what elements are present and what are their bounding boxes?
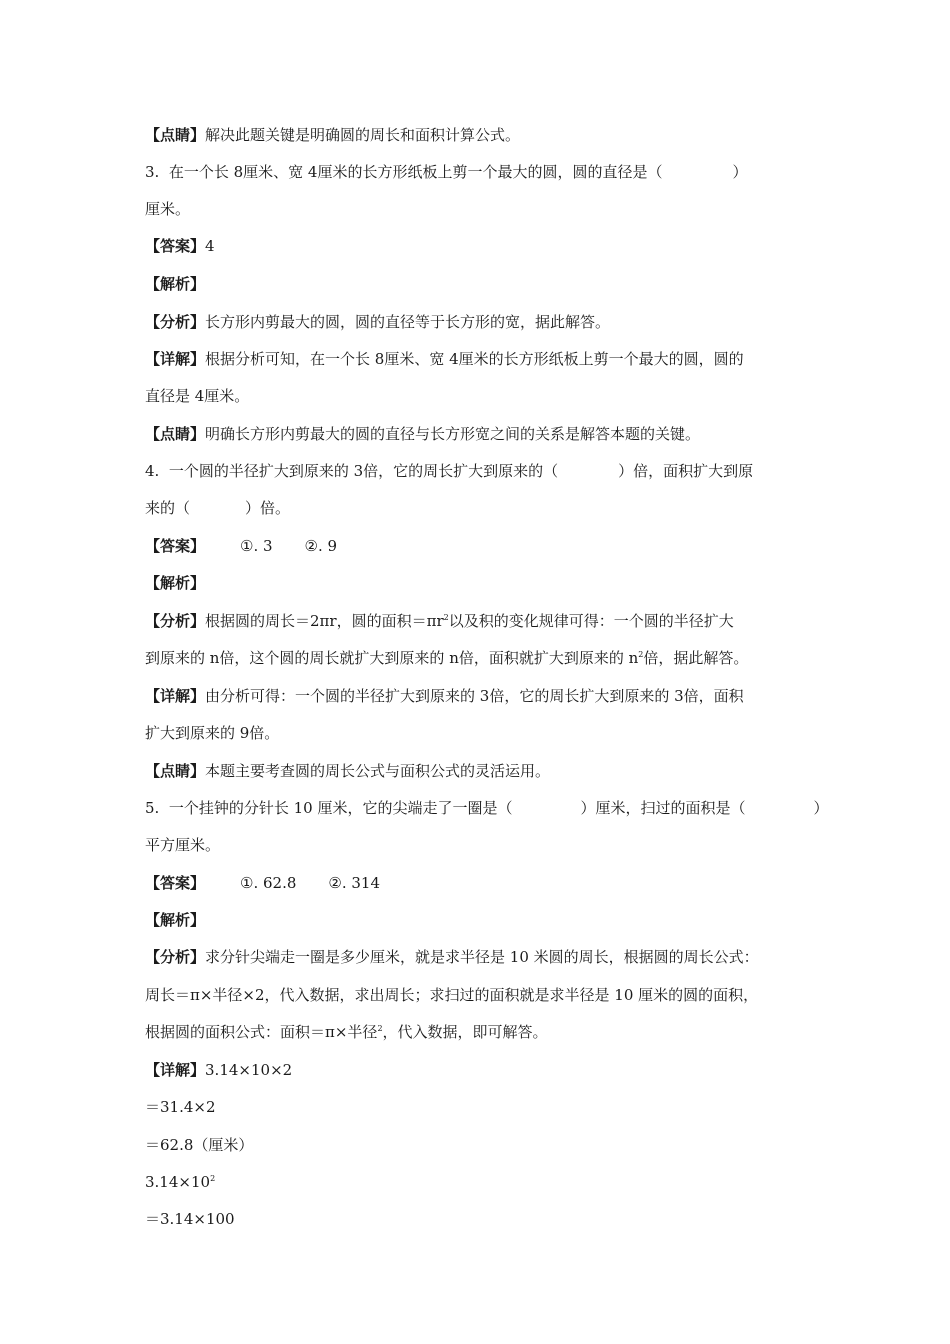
remark-tag: 【点睛】 <box>145 126 206 144</box>
detail-tag: 【详解】 <box>145 687 206 705</box>
question-3-text-cont: 厘米。 <box>145 200 191 218</box>
remark-text: 本题主要考查圆的周长公式与面积公式的灵活运用。 <box>205 762 551 780</box>
detail-text-cont: 扩大到原来的 9倍。 <box>145 724 280 742</box>
remark-line <box>145 125 520 145</box>
remark-line <box>145 761 550 781</box>
question-4-line-1 <box>145 461 753 481</box>
detail-line-2 <box>145 386 249 406</box>
analysis-line-3 <box>145 1022 548 1042</box>
question-3-text: 3. 在一个长 8厘米、宽 4厘米的长方形纸板上剪一个最大的圆，圆的直径是（ <box>145 163 663 181</box>
analysis-text-end: ，代入数据，即可解答。 <box>382 1023 548 1041</box>
analysis-line-2 <box>145 648 748 668</box>
question-4-text-b: ）倍，面积扩大到原 <box>618 462 754 480</box>
analysis-text: 长方形内剪最大的圆，圆的直径等于长方形的宽，据此解答。 <box>205 313 611 331</box>
question-4-text-end: ）倍。 <box>245 499 291 517</box>
analysis-text-cont: 根据圆的面积公式：面积＝π×半径 <box>145 1023 378 1041</box>
answer-line <box>145 536 337 556</box>
answer-tag: 【答案】 <box>145 874 206 892</box>
question-3-line-1 <box>145 162 748 182</box>
analysis-text: 求分针尖端走一圈是多少厘米，就是求半径是 10 米圆的周长，根据圆的周长公式： <box>205 948 759 966</box>
detail-text-cont: 直径是 4厘米。 <box>145 387 250 405</box>
detail-line-2 <box>145 723 279 743</box>
analysis-sub-tag: 【分析】 <box>145 612 206 630</box>
question-5-text-cont: 平方厘米。 <box>145 836 221 854</box>
remark-tag: 【点睛】 <box>145 762 206 780</box>
analysis-line <box>145 312 610 332</box>
calculation-line <box>145 1135 253 1155</box>
answer-value: 4 <box>205 237 215 255</box>
bracket-close: ） <box>813 799 829 817</box>
superscript: 2 <box>638 650 644 659</box>
answer-value-2: ②. 314 <box>328 874 381 892</box>
remark-text: 明确长方形内剪最大的圆的直径与长方形宽之间的关系是解答本题的关键。 <box>205 425 701 443</box>
calculation-line <box>145 1172 215 1192</box>
question-5-text: 5. 一个挂钟的分针长 10 厘米，它的尖端走了一圈是（ <box>145 799 513 817</box>
analysis-heading <box>145 573 205 593</box>
superscript: 2 <box>377 1024 383 1033</box>
answer-line <box>145 873 380 893</box>
question-5-line-2 <box>145 835 220 855</box>
analysis-tag: 【解析】 <box>145 574 206 592</box>
calculation-step: ＝31.4×2 <box>145 1098 216 1116</box>
analysis-text-end: 倍，据此解答。 <box>643 649 749 667</box>
analysis-line-1 <box>145 611 734 631</box>
calculation-line <box>145 1097 216 1117</box>
detail-tag: 【详解】 <box>145 1061 206 1079</box>
analysis-text-b: 以及积的变化规律可得：一个圆的半径扩大 <box>448 612 734 630</box>
answer-value-1: ①. 3 <box>240 537 273 555</box>
answer-value-1: ①. 62.8 <box>240 874 297 892</box>
answer-line <box>145 236 215 256</box>
calculation-line <box>145 1209 235 1229</box>
remark-tag: 【点睛】 <box>145 425 206 443</box>
analysis-sub-tag: 【分析】 <box>145 948 206 966</box>
analysis-text: 根据圆的周长＝2πr，圆的面积＝πr <box>205 612 444 630</box>
calculation-step: ＝3.14×100 <box>145 1210 235 1228</box>
analysis-line-1 <box>145 947 759 967</box>
detail-line-1 <box>145 686 744 706</box>
question-5-line-1 <box>145 798 829 818</box>
calculation-step: 3.14×10×2 <box>205 1061 293 1079</box>
analysis-heading <box>145 274 205 294</box>
question-4-line-2 <box>145 498 290 518</box>
question-4-text: 4. 一个圆的半径扩大到原来的 3倍，它的周长扩大到原来的（ <box>145 462 559 480</box>
superscript: 2 <box>443 613 449 622</box>
question-4-text-cont: 来的（ <box>145 499 191 517</box>
bracket-close: ） <box>732 163 748 181</box>
superscript: 2 <box>210 1174 216 1183</box>
analysis-text-cont: 周长＝π×半径×2，代入数据，求出周长；求扫过的面积就是求半径是 10 厘米的圆的面积， <box>145 986 759 1004</box>
answer-tag: 【答案】 <box>145 237 206 255</box>
detail-text: 由分析可得：一个圆的半径扩大到原来的 3倍，它的周长扩大到原来的 3倍，面积 <box>205 687 744 705</box>
detail-text: 根据分析可知，在一个长 8厘米、宽 4厘米的长方形纸板上剪一个最大的圆，圆的 <box>205 350 744 368</box>
analysis-text-cont: 到原来的 n倍，这个圆的周长就扩大到原来的 n倍，面积就扩大到原来的 n <box>145 649 639 667</box>
remark-line <box>145 424 700 444</box>
detail-tag: 【详解】 <box>145 350 206 368</box>
analysis-tag: 【解析】 <box>145 275 206 293</box>
analysis-heading <box>145 910 205 930</box>
detail-line-1 <box>145 1060 292 1080</box>
answer-tag: 【答案】 <box>145 537 206 555</box>
analysis-sub-tag: 【分析】 <box>145 313 206 331</box>
analysis-tag: 【解析】 <box>145 911 206 929</box>
calculation-step: ＝62.8（厘米） <box>145 1136 254 1154</box>
answer-value-2: ②. 9 <box>304 537 338 555</box>
calculation-step: 3.14×10 <box>145 1173 211 1191</box>
remark-text: 解决此题关键是明确圆的周长和面积计算公式。 <box>205 126 521 144</box>
analysis-line-2 <box>145 985 758 1005</box>
question-3-line-2 <box>145 199 190 219</box>
detail-line-1 <box>145 349 744 369</box>
question-5-text-b: ）厘米，扫过的面积是（ <box>580 799 746 817</box>
